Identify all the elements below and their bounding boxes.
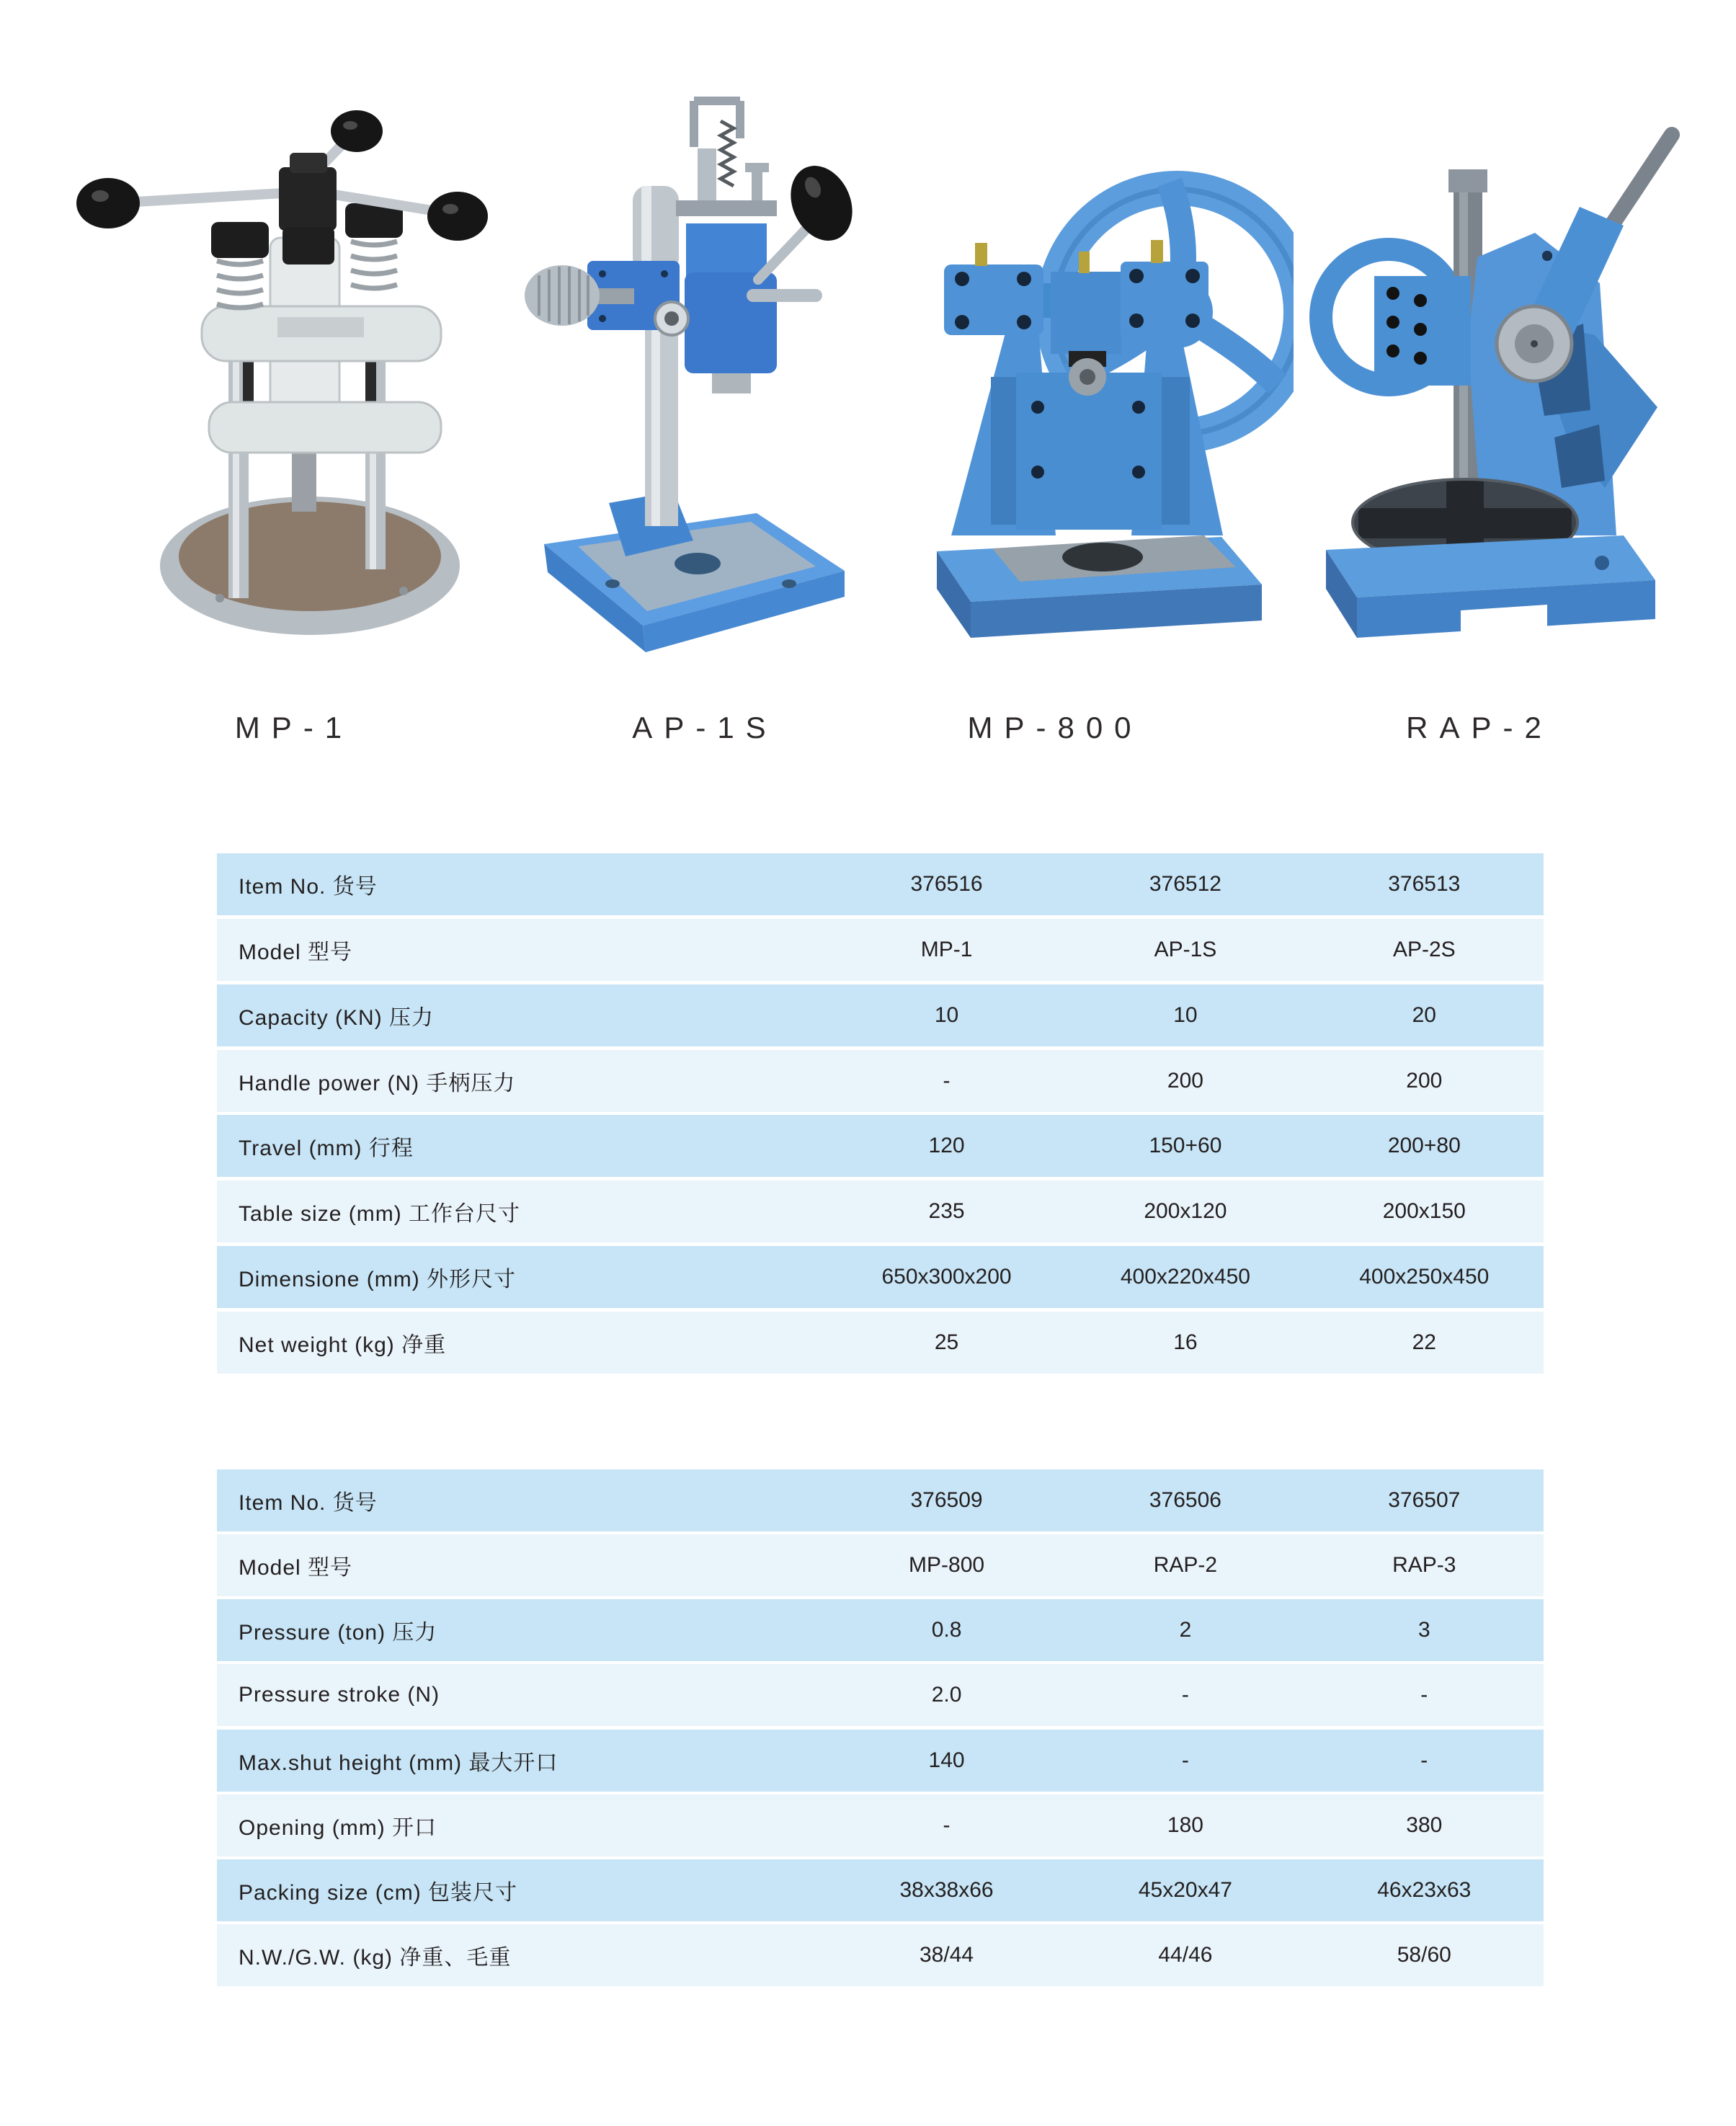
mp1-spring-cap-left bbox=[211, 222, 269, 258]
mp1-frame bbox=[202, 238, 441, 453]
table-row bbox=[217, 1469, 1544, 1531]
cell-value: 650x300x200 bbox=[881, 1265, 1012, 1289]
cell-value: 16 bbox=[1173, 1330, 1198, 1354]
product-image-rap-2 bbox=[1294, 104, 1683, 674]
ap1s-column bbox=[609, 186, 693, 556]
cell-value: AP-2S bbox=[1392, 937, 1456, 961]
table-row bbox=[217, 853, 1544, 915]
table-row bbox=[217, 1050, 1544, 1112]
table-row bbox=[217, 1312, 1544, 1374]
cell-value: AP-1S bbox=[1154, 937, 1217, 961]
row-label: N.W./G.W. (kg) 净重、毛重 bbox=[239, 1945, 512, 1970]
spec-table-1 bbox=[217, 853, 1544, 1374]
cell-value: 2 bbox=[1179, 1618, 1192, 1642]
cell-value: 200x150 bbox=[1382, 1199, 1466, 1224]
cell-value: 380 bbox=[1406, 1813, 1443, 1837]
cell-value: 22 bbox=[1412, 1330, 1436, 1354]
row-label: Model 型号 bbox=[239, 1556, 353, 1580]
table-row bbox=[217, 919, 1544, 981]
cell-value: - bbox=[1181, 1683, 1189, 1707]
table-row bbox=[217, 1924, 1544, 1986]
spec-table-2 bbox=[217, 1469, 1544, 1986]
cell-value: RAP-2 bbox=[1153, 1553, 1218, 1578]
row-label: Model 型号 bbox=[239, 940, 353, 964]
cell-value: - bbox=[1420, 1683, 1428, 1707]
cell-value: 200x120 bbox=[1144, 1199, 1227, 1224]
row-label: Table size (mm) 工作台尺寸 bbox=[239, 1202, 521, 1227]
table-row bbox=[217, 984, 1544, 1046]
cell-value: 200 bbox=[1406, 1068, 1443, 1093]
table-row bbox=[217, 1664, 1544, 1726]
cell-value: RAP-3 bbox=[1392, 1553, 1456, 1578]
cell-value: 235 bbox=[928, 1199, 965, 1224]
cell-value: 58/60 bbox=[1397, 1942, 1451, 1967]
product-label-rap-2: RAP-2 bbox=[1406, 711, 1553, 744]
row-label: Max.shut height (mm) 最大开口 bbox=[239, 1751, 558, 1775]
cell-value: 20 bbox=[1412, 1002, 1436, 1027]
cell-value: MP-800 bbox=[909, 1553, 985, 1578]
row-label: Opening (mm) 开口 bbox=[239, 1815, 437, 1840]
table-row bbox=[217, 1859, 1544, 1921]
mp-800-press-illustration bbox=[883, 90, 1294, 670]
product-label-ap-1s: AP-1S bbox=[632, 711, 778, 744]
row-label: Item No. 货号 bbox=[239, 875, 378, 899]
cell-value: 200+80 bbox=[1387, 1134, 1461, 1158]
table-row bbox=[217, 1180, 1544, 1242]
row-label: Pressure stroke (N) bbox=[239, 1683, 440, 1707]
mp800-base bbox=[937, 535, 1262, 638]
cell-value: 376506 bbox=[1149, 1488, 1221, 1512]
cell-value: 376512 bbox=[1149, 872, 1221, 896]
cell-value: - bbox=[1420, 1748, 1428, 1772]
cell-value: 46x23x63 bbox=[1377, 1877, 1472, 1902]
rap2-pin bbox=[1497, 306, 1572, 381]
row-label: Net weight (kg) 净重 bbox=[239, 1333, 447, 1357]
table-row bbox=[217, 1534, 1544, 1596]
cell-value: 140 bbox=[928, 1748, 965, 1772]
rap2-bolt-block bbox=[1374, 276, 1471, 386]
cell-value: 200 bbox=[1167, 1068, 1203, 1093]
table-row bbox=[217, 1794, 1544, 1856]
ap1s-lever bbox=[753, 156, 864, 295]
cell-value: - bbox=[943, 1068, 951, 1093]
cell-value: 10 bbox=[1173, 1002, 1198, 1027]
cell-value: MP-1 bbox=[920, 937, 973, 961]
cell-value: 180 bbox=[1167, 1813, 1203, 1837]
mp-1-press-illustration bbox=[40, 94, 494, 677]
cell-value: 376509 bbox=[910, 1488, 983, 1512]
cell-value: 2.0 bbox=[931, 1683, 962, 1707]
table-row bbox=[217, 1246, 1544, 1308]
row-label: Dimensione (mm) 外形尺寸 bbox=[239, 1268, 517, 1292]
cell-value: 10 bbox=[934, 1002, 959, 1027]
table-row bbox=[217, 1730, 1544, 1792]
row-label: Pressure (ton) 压力 bbox=[239, 1621, 437, 1645]
ap1s-base bbox=[544, 513, 845, 652]
cell-value: 376513 bbox=[1388, 872, 1461, 896]
cell-value: 0.8 bbox=[931, 1618, 962, 1642]
ap1s-head bbox=[587, 101, 777, 393]
cell-value: 25 bbox=[934, 1330, 959, 1354]
cell-value: 400x220x450 bbox=[1120, 1265, 1250, 1289]
cell-value: 38x38x66 bbox=[899, 1877, 994, 1902]
cell-value: 376516 bbox=[910, 872, 983, 896]
cell-value: - bbox=[943, 1813, 951, 1837]
table-row bbox=[217, 1115, 1544, 1177]
cell-value: 120 bbox=[928, 1134, 965, 1158]
row-label: Travel (mm) 行程 bbox=[239, 1137, 414, 1161]
rap2-base bbox=[1326, 535, 1655, 645]
cell-value: 45x20x47 bbox=[1138, 1877, 1232, 1902]
row-label: Item No. 货号 bbox=[239, 1491, 378, 1515]
product-image-mp-800 bbox=[883, 90, 1294, 670]
product-image-ap-1s bbox=[504, 79, 868, 674]
cell-value: 400x250x450 bbox=[1359, 1265, 1490, 1289]
rap-2-press-illustration bbox=[1294, 104, 1683, 674]
cell-value: 44/46 bbox=[1158, 1942, 1213, 1967]
product-label-mp-1: MP-1 bbox=[234, 711, 354, 744]
row-label: Capacity (KN) 压力 bbox=[239, 1005, 435, 1030]
product-label-mp-800: MP-800 bbox=[967, 711, 1143, 744]
row-label: Handle power (N) 手柄压力 bbox=[239, 1071, 516, 1095]
ap-1s-press-illustration bbox=[504, 79, 868, 674]
cell-value: 150+60 bbox=[1149, 1134, 1222, 1158]
cell-value: 38/44 bbox=[920, 1942, 974, 1967]
product-image-mp-1 bbox=[40, 94, 494, 677]
cell-value: 3 bbox=[1417, 1618, 1430, 1642]
table-row bbox=[217, 1599, 1544, 1661]
cell-value: 376507 bbox=[1388, 1488, 1461, 1512]
row-label: Packing size (cm) 包装尺寸 bbox=[239, 1880, 518, 1905]
mp1-base bbox=[160, 497, 460, 635]
cell-value: - bbox=[1181, 1748, 1189, 1772]
